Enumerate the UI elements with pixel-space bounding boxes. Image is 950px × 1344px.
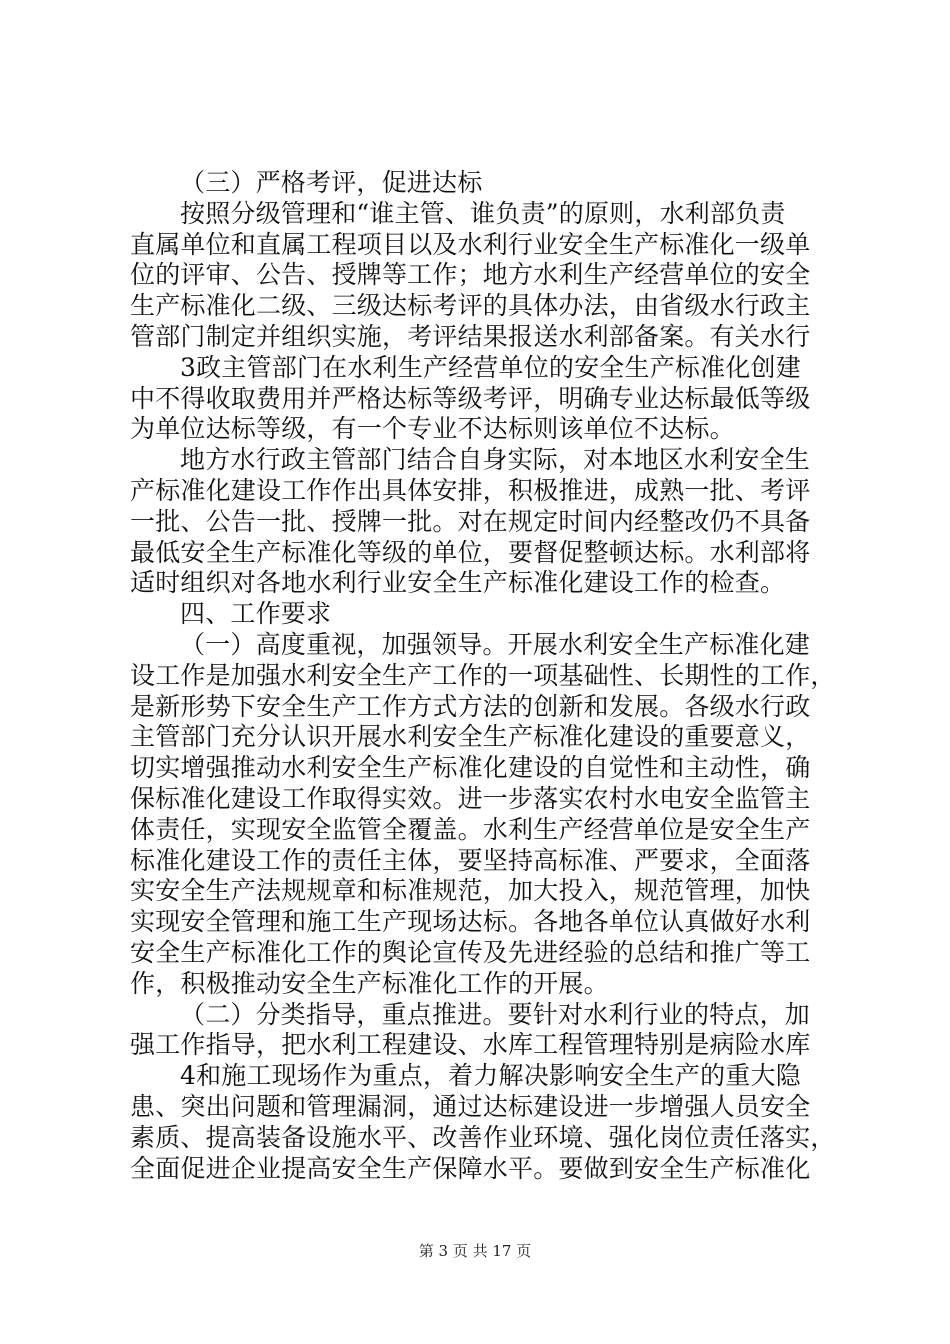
paragraph-line: 生产标准化二级、三级达标考评的具体办法，由省级水行政主 <box>130 291 811 321</box>
paragraph-line: 设工作是加强水利安全生产工作的一项基础性、长期性的工作， <box>130 660 836 690</box>
paragraph-line: 3政主管部门在水利生产经营单位的安全生产标准化创建 <box>180 352 801 382</box>
paragraph-line: 是新形势下安全生产工作方式方法的创新和发展。各级水行政 <box>130 691 811 721</box>
document-body <box>130 168 836 1184</box>
paragraph-line: 按照分级管理和“谁主管、谁负责”的原则，水利部负责 <box>180 198 786 228</box>
paragraph-line: 全面促进企业提高安全生产保障水平。要做到安全生产标准化 <box>130 1153 811 1183</box>
paragraph-line: 最低安全生产标准化等级的单位，要督促整顿达标。水利部将 <box>130 537 811 567</box>
paragraph-line: 管部门制定并组织实施，考评结果报送水利部备案。有关水行 <box>130 321 811 351</box>
paragraph-line: 中不得收取费用并严格达标等级考评，明确专业达标最低等级 <box>130 383 811 413</box>
paragraph-line: 为单位达标等级，有一个专业不达标则该单位不达标。 <box>130 414 735 444</box>
paragraph-line: 主管部门充分认识开展水利安全生产标准化建设的重要意义， <box>130 722 811 752</box>
paragraph-line: 一批、公告一批、授牌一批。对在规定时间内经整改仍不具备 <box>130 506 811 536</box>
paragraph-line: 适时组织对各地水利行业安全生产标准化建设工作的检查。 <box>130 568 786 598</box>
paragraph-line: 安全生产标准化工作的舆论宣传及先进经验的总结和推广等工 <box>130 937 811 967</box>
paragraph-line: 体责任，实现安全监管全覆盖。水利生产经营单位是安全生产 <box>130 814 811 844</box>
section-heading: （三）严格考评，促进达标 <box>180 168 483 197</box>
paragraph-line: 实安全生产法规规章和标准规范，加大投入，规范管理，加快 <box>130 876 811 906</box>
paragraph-line: 产标准化建设工作作出具体安排，积极推进，成熟一批、考评 <box>130 475 811 505</box>
paragraph-line: （一）高度重视，加强领导。开展水利安全生产标准化建 <box>180 629 811 659</box>
paragraph-line: 4和施工现场作为重点，着力解决影响安全生产的重大隐 <box>180 1061 801 1091</box>
paragraph-line: 标准化建设工作的责任主体，要坚持高标准、严要求，全面落 <box>130 845 811 875</box>
paragraph-line: 强工作指导，把水利工程建设、水库工程管理特别是病险水库 <box>130 1030 811 1060</box>
paragraph-line: 实现安全管理和施工生产现场达标。各地各单位认真做好水利 <box>130 907 811 937</box>
paragraph-line: 位的评审、公告、授牌等工作；地方水利生产经营单位的安全 <box>130 260 811 290</box>
paragraph-line: 素质、提高装备设施水平、改善作业环境、强化岗位责任落实， <box>130 1122 836 1152</box>
paragraph-line: 直属单位和直属工程项目以及水利行业安全生产标准化一级单 <box>130 229 811 259</box>
paragraph-line: 作，积极推动安全生产标准化工作的开展。 <box>130 968 609 998</box>
paragraph-line: 保标准化建设工作取得实效。进一步落实农村水电安全监管主 <box>130 783 811 813</box>
paragraph-line: 地方水行政主管部门结合自身实际，对本地区水利安全生 <box>180 445 811 475</box>
paragraph-line: （二）分类指导，重点推进。要针对水利行业的特点，加 <box>180 999 811 1029</box>
section-heading: 四、工作要求 <box>180 599 332 629</box>
page-number-footer: 第 3 页 共 17 页 <box>418 1242 532 1260</box>
paragraph-line: 切实增强推动水利安全生产标准化建设的自觉性和主动性，确 <box>130 753 811 783</box>
paragraph-line: 患、突出问题和管理漏洞，通过达标建设进一步增强人员安全 <box>130 1091 811 1121</box>
